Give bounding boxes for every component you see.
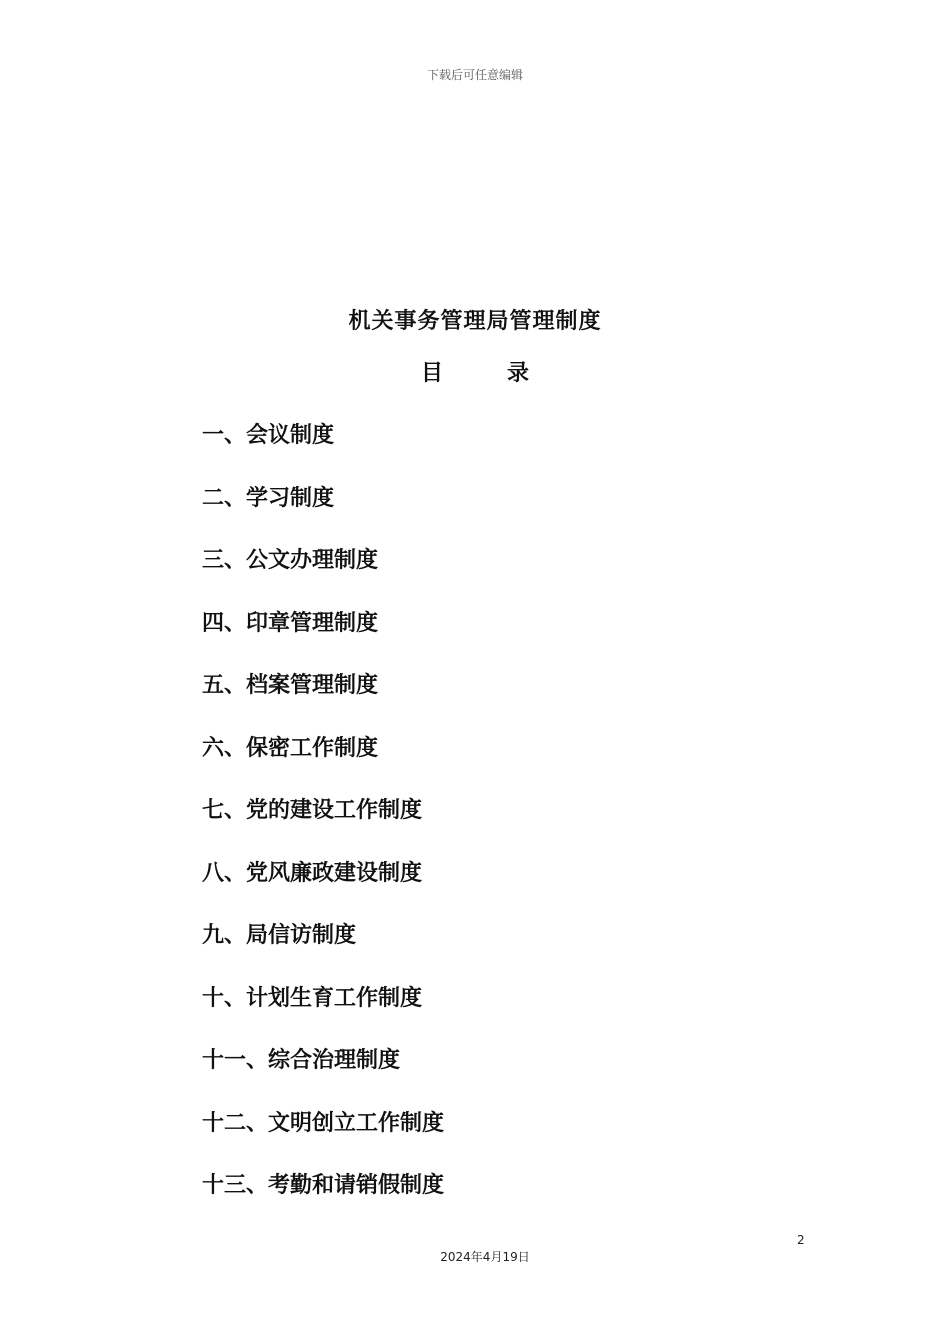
document-title: 机关事务管理局管理制度 (348, 308, 602, 334)
toc-item: 三、公文办理制度 (202, 547, 379, 573)
header-note: 下载后可任意编辑 (426, 68, 523, 82)
toc-item: 一、会议制度 (202, 422, 335, 448)
toc-item: 四、印章管理制度 (202, 609, 379, 636)
toc-item: 十一、综合治理制度 (202, 1047, 401, 1073)
toc-item: 七、党的建设工作制度 (202, 797, 423, 823)
footer-date: 2024年4月19日 (440, 1250, 530, 1264)
toc-item: 十二、文明创立工作制度 (202, 1109, 445, 1136)
page-number: 2 (797, 1233, 805, 1247)
toc-item: 六、保密工作制度 (202, 734, 379, 761)
toc-heading-left: 目 (420, 360, 443, 386)
toc-item: 十三、考勤和请销假制度 (202, 1172, 445, 1198)
toc-item: 五、档案管理制度 (202, 672, 379, 698)
toc-list (202, 417, 444, 1230)
toc-item: 二、学习制度 (202, 484, 335, 511)
toc-item: 九、局信访制度 (202, 922, 357, 948)
toc-heading-right: 录 (507, 360, 530, 386)
toc-item: 十、计划生育工作制度 (202, 984, 423, 1011)
toc-item: 八、党风廉政建设制度 (202, 859, 423, 886)
toc-heading (0, 356, 950, 387)
